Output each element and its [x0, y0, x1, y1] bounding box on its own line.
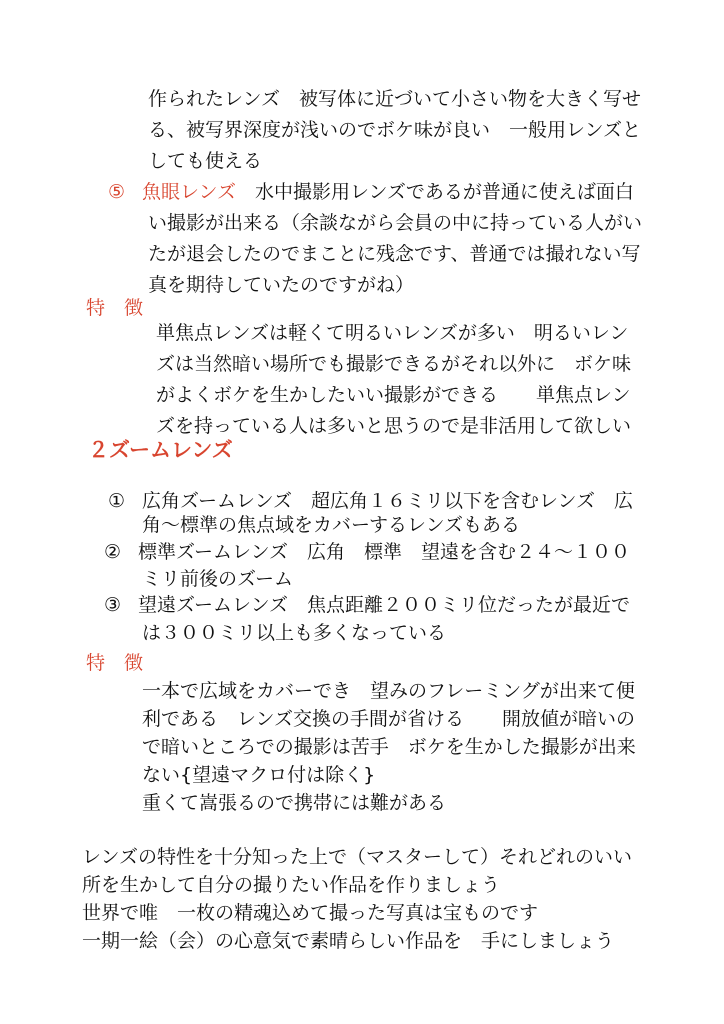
section-heading: ２ズームレンズ	[88, 438, 233, 462]
feature-line: ズを持っている人は多いと思うので是非活用して欲しい	[156, 415, 632, 437]
feature-label: 特 徴	[86, 652, 144, 674]
fisheye-desc-line: たが退会したのでまことに残念です、普通では撮れない写	[148, 243, 641, 265]
fisheye-desc-line: 真を期待していたのですがね）	[148, 274, 415, 296]
feature-label: 特 徴	[86, 297, 144, 319]
closing-line: 一期一絵（会）の心意気で素晴らしい作品を 手にしましょう	[82, 930, 615, 952]
macro-desc-line: る、被写界深度が浅いのでボケ味が良い 一般用レンズと	[148, 119, 641, 141]
zoom-item	[104, 541, 630, 563]
feature-line: ズは当然暗い場所でも撮影できるがそれ以外に ボケ味	[156, 353, 632, 375]
closing-line: 世界で唯 一枚の精魂込めて撮った写真は宝ものです	[82, 902, 539, 924]
macro-desc-line: 作られたレンズ 被写体に近づいて小さい物を大きく写せ	[148, 88, 641, 110]
feature-line: 単焦点レンズは軽くて明るいレンズが多い 明るいレン	[156, 322, 629, 344]
zoom-item-number: ②	[104, 541, 122, 563]
zoom-item-text: 標準ズームレンズ 広角 標準 望遠を含む２４～１００	[138, 541, 631, 563]
feature-line: がよくボケを生かしたいい撮影ができる 単焦点レン	[156, 384, 631, 406]
zoom-item	[104, 594, 630, 616]
feature-line: 利である レンズ交換の手間が省ける 開放値が暗いの	[142, 708, 635, 730]
zoom-item-text: 望遠ズームレンズ 焦点距離２００ミリ位だったが最近で	[138, 594, 631, 616]
zoom-item-continuation: は３００ミリ以上も多くなっている	[142, 622, 447, 644]
feature-line: 重くて嵩張るので携帯には難がある	[142, 792, 447, 814]
fisheye-number: ⑤	[108, 181, 126, 203]
zoom-item-number: ③	[104, 594, 122, 616]
closing-line: レンズの特性を十分知った上で（マスターして）それどれのいい	[82, 846, 632, 868]
macro-desc-line: しても使える	[148, 150, 263, 172]
closing-line: 所を生かして自分の撮りたい作品を作りましょう	[82, 874, 501, 896]
fisheye-name: 魚眼レンズ	[142, 181, 236, 203]
fisheye-desc-first: 水中撮影用レンズであるが普通に使えば面白	[235, 181, 634, 203]
zoom-item	[108, 490, 633, 512]
zoom-item-number: ①	[108, 490, 126, 512]
fisheye-item	[108, 181, 634, 203]
zoom-item-continuation: ミリ前後のズーム	[142, 568, 294, 590]
feature-line: ない{望遠マクロ付は除く}	[142, 764, 376, 786]
fisheye-desc-line: い撮影が出来る（余談ながら会員の中に持っている人がい	[148, 212, 643, 234]
feature-line: で暗いところでの撮影は苦手 ボケを生かした撮影が出来	[142, 736, 636, 758]
zoom-item-text: 広角ズームレンズ 超広角１６ミリ以下を含むレンズ 広	[142, 490, 633, 512]
zoom-item-continuation: 角～標準の焦点域をカバーするレンズもある	[142, 514, 521, 536]
feature-line: 一本で広域をカバーでき 望みのフレーミングが出来て便	[142, 680, 635, 702]
